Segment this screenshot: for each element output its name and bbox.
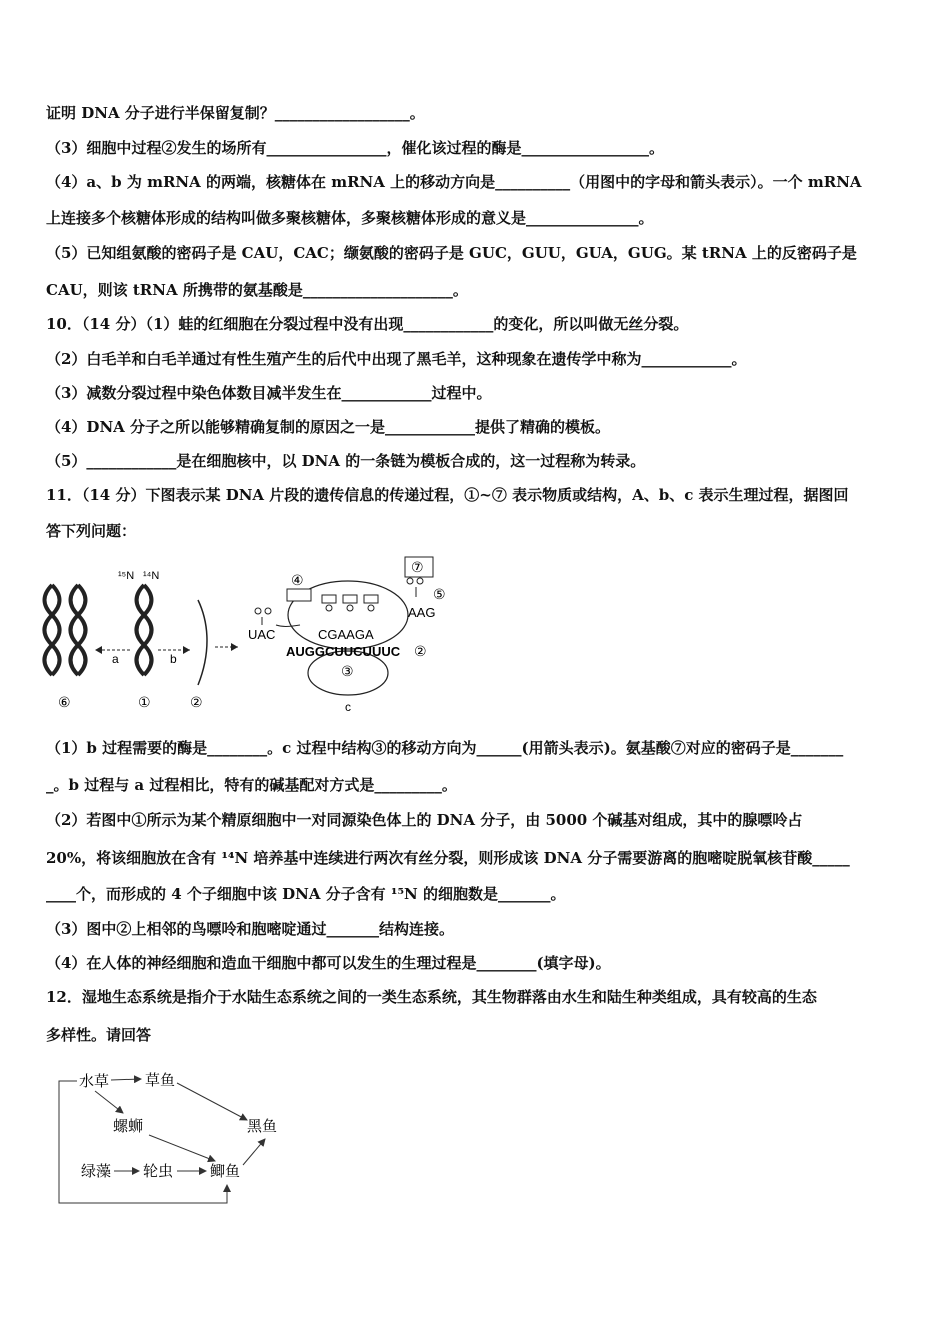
food-web-figure: [55, 1065, 305, 1210]
n15-label: ¹⁵N: [118, 570, 135, 582]
q11-line-1: 11．（14 分）下图表示某 DNA 片段的遗传信息的传递过程，①~⑦ 表示物质或结构，A、b、c 表示生理过程，据图回: [46, 486, 849, 504]
label-a: a: [112, 652, 119, 666]
helix-1: [137, 585, 152, 675]
q10-line-2: （2）白毛羊和白毛羊通过有性生殖产生的后代中出现了黑毛羊，这种现象在遗传学中称为____________。: [46, 350, 747, 368]
anticodon-uac: UAC: [248, 627, 276, 642]
q10-line-4: （4）DNA 分子之所以能够精确复制的原因之一是____________提供了精确的模板。: [46, 418, 611, 436]
line-4: 上连接多个核糖体形成的结构叫做多聚核糖体，多聚核糖体形成的意义是_______________。: [46, 209, 654, 227]
dna-transfer-figure: [40, 555, 460, 715]
num-2-left: ②: [190, 694, 203, 710]
node-jiyu: 鲫鱼: [210, 1163, 241, 1180]
node-lunchong: 轮虫: [143, 1163, 174, 1180]
n14-label: ¹⁴N: [143, 570, 160, 582]
label-c: c: [345, 700, 351, 714]
food-web-arrows: [59, 1079, 265, 1203]
num-5: ⑤: [433, 586, 446, 602]
num-3: ③: [341, 663, 354, 679]
line-2: （3）细胞中过程②发生的场所有________________，催化该过程的酶是_________________。: [46, 139, 664, 157]
line-6: CAU，则该 tRNA 所携带的氨基酸是____________________。: [46, 281, 468, 299]
q11-sub3-line: （3）图中②上相邻的鸟嘌呤和胞嘧啶通过_______结构连接。: [46, 920, 454, 938]
anticodon-aag: AAG: [408, 605, 436, 620]
label-b: b: [170, 652, 177, 666]
line-5: （5）已知组氨酸的密码子是 CAU，CAC；缬氨酸的密码子是 GUC，GUU，GUA，GUG。某 tRNA 上的反密码子是: [46, 244, 857, 262]
q11-sub1-line-2: _。b 过程与 a 过程相比，特有的碱基配对方式是_________。: [46, 776, 457, 794]
node-shuicao: 水草: [79, 1073, 110, 1090]
q10-line-5: （5）____________是在细胞核中，以 DNA 的一条链为模板合成的，这一过程称为转录。: [46, 452, 646, 470]
helix-6: [45, 585, 86, 675]
q10-line-1: 10．（14 分）（1）蛙的红细胞在分裂过程中没有出现____________的变化，所以叫做无丝分裂。: [46, 315, 689, 333]
q11-line-2: 答下列问题：: [46, 522, 137, 540]
q11-sub2-line-1: （2）若图中①所示为某个精原细胞中一对同源染色体上的 DNA 分子，由 5000 个碱基对组成，其中的腺嘌呤占: [46, 811, 803, 829]
num-4: ④: [291, 572, 304, 588]
q11-sub2-line-2: 20%，将该细胞放在含有 ¹⁴N 培养基中连续进行两次有丝分裂，则形成该 DNA 分子需要游离的胞嘧啶脱氧核苷酸_____: [46, 849, 850, 867]
num-6: ⑥: [58, 694, 71, 710]
arrowhead-b: [183, 646, 190, 654]
q10-line-3: （3）减数分裂过程中染色体数目减半发生在____________过程中。: [46, 384, 492, 402]
node-caoyu: 草鱼: [145, 1072, 176, 1089]
mrna-sequence: AUGGCUUCUUUC: [286, 644, 401, 659]
arrowhead-a: [95, 646, 102, 654]
line-3: （4）a、b 为 mRNA 的两端，核糖体在 mRNA 上的移动方向是__________（用图中的字母和箭头表示）。一个 mRNA: [46, 173, 862, 191]
trna-group: [255, 578, 423, 627]
node-lvzao: 绿藻: [81, 1163, 112, 1180]
num-2-right: ②: [414, 643, 427, 659]
node-luosi: 螺蛳: [113, 1118, 144, 1135]
q11-sub2-line-3: ____个，而形成的 4 个子细胞中该 DNA 分子含有 ¹⁵N 的细胞数是_______。: [46, 885, 566, 903]
q12-line-2: 多样性。请回答: [46, 1026, 152, 1044]
q12-line-1: 12．湿地生态系统是指介于水陆生态系统之间的一类生态系统，其生物群落由水生和陆生种类组成，具有较高的生态: [46, 988, 817, 1006]
q11-sub1-line-1: （1）b 过程需要的酶是________。c 过程中结构③的移动方向为______(用箭头表示)。氨基酸⑦对应的密码子是_______: [46, 739, 844, 757]
num-1: ①: [138, 694, 151, 710]
node-heiyu: 黑鱼: [247, 1118, 278, 1135]
arrowhead-to-c: [231, 643, 238, 651]
q11-sub4-line: （4）在人体的神经细胞和造血干细胞中都可以发生的生理过程是________(填字母)。: [46, 954, 611, 972]
line-1: 证明 DNA 分子进行半保留复制？__________________。: [46, 104, 425, 122]
box-4: [287, 589, 311, 601]
anticodon-cgaaga: CGAAGA: [318, 627, 374, 642]
num-7: ⑦: [411, 559, 424, 575]
mrna-strand: [198, 600, 207, 685]
